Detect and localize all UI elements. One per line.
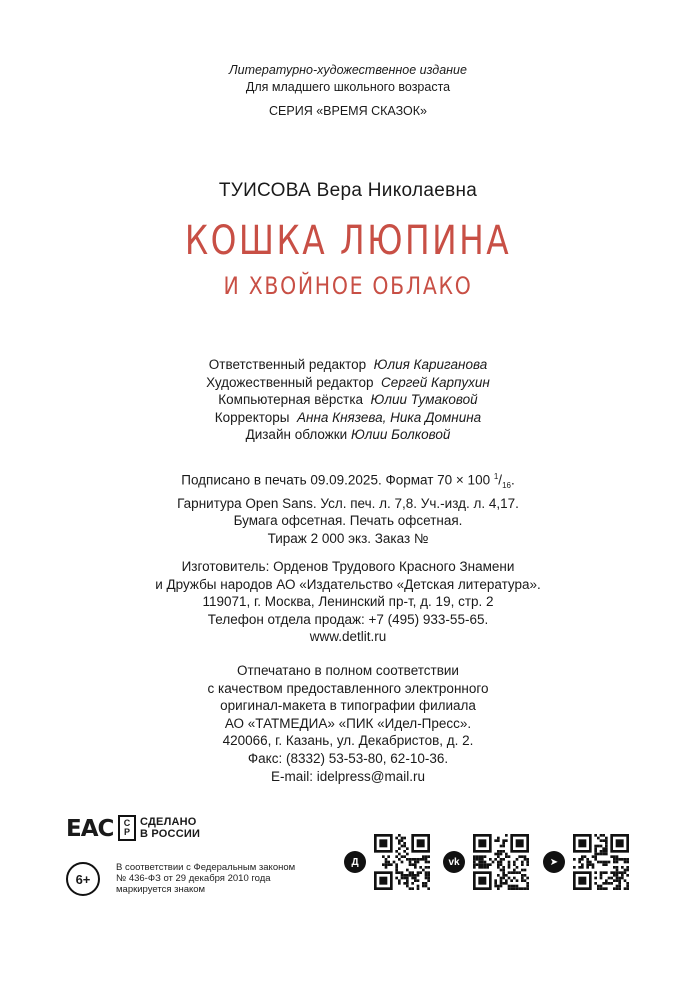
genre-line: Литературно-художественное издание xyxy=(229,63,467,77)
book-title-line2: И ХВОЙНОЕ ОБЛАКО xyxy=(223,272,473,300)
manufacturer-line: Изготовитель: Орденов Трудового Красного Знамени xyxy=(181,559,515,574)
audience-line: Для младшего школьного возраста xyxy=(245,80,451,94)
printer-line: оригинал-макета в типографии филиала xyxy=(220,698,476,714)
vk-icon: vk xyxy=(443,851,465,873)
made-in-russia-mark xyxy=(118,815,200,841)
credit-row: Художественный редактор Сергей Карпухин xyxy=(206,374,490,390)
eac-mark: EAC xyxy=(66,816,114,842)
manufacturer-line: 119071, г. Москва, Ленинский пр-т, д. 19, стр. 2 xyxy=(202,594,494,610)
credits-block xyxy=(0,356,696,444)
print-info-line: Тираж 2 000 экз. Заказ № xyxy=(267,530,429,546)
detlit-social[interactable] xyxy=(344,834,430,890)
qr-code[interactable] xyxy=(374,834,430,890)
made-in-russia-text: СДЕЛАНО В РОССИИ xyxy=(140,816,201,840)
print-info-line: Бумага офсетная. Печать офсетная. xyxy=(233,513,463,529)
email-link[interactable]: E-mail: idelpress@mail.ru xyxy=(271,768,425,784)
telegram-social[interactable] xyxy=(543,834,629,890)
series-line: СЕРИЯ «ВРЕМЯ СКАЗОК» xyxy=(269,104,427,118)
law-notice: В соответствии с Федеральным законом № 436-ФЗ от 29 декабря 2010 года маркируется знаком xyxy=(116,862,296,895)
book-title-line1: КОШКА ЛЮПИНА xyxy=(184,218,512,264)
printer-line: АО «ТАТМЕДИА» «ПИК «Идел-Пресс». xyxy=(224,715,472,731)
made-in-russia-box: С Р xyxy=(118,815,136,841)
qr-code[interactable] xyxy=(473,834,529,890)
author: ТУИСОВА Вера Николаевна xyxy=(218,180,478,201)
telegram-icon: ➤ xyxy=(543,851,565,873)
print-info-line: Подписано в печать 09.09.2025. Формат 70 × 100 $^1/_{16}$. xyxy=(181,472,515,491)
printer-line: с качеством предоставленного электронного xyxy=(207,680,489,696)
credit-row: Компьютерная вёрстка Юлии Тумаковой xyxy=(218,392,478,408)
print-info-line: Гарнитура Open Sans. Усл. печ. л. 7,8. Уч.-изд. л. 4,17. xyxy=(177,495,519,511)
vk-social[interactable] xyxy=(443,834,529,890)
website-link[interactable]: www.detlit.ru xyxy=(309,629,387,645)
age-rating-badge: 6+ xyxy=(66,862,100,896)
manufacturer-line: и Дружбы народов АО «Издательство «Детская литература». xyxy=(155,576,541,592)
credit-row: Ответственный редактор Юлия Кариганова xyxy=(208,357,488,372)
manufacturer-block xyxy=(0,558,696,646)
credit-row: Дизайн обложки Юлии Болковой xyxy=(245,427,451,443)
printer-block xyxy=(0,662,696,785)
qr-code[interactable] xyxy=(573,834,629,890)
printer-line: 420066, г. Казань, ул. Декабристов, д. 2. xyxy=(222,733,474,749)
credit-row: Корректоры Анна Князева, Ника Домнина xyxy=(214,409,482,425)
detlit-logo-icon: Д xyxy=(344,851,366,873)
manufacturer-line: Телефон отдела продаж: +7 (495) 933-55-65. xyxy=(207,611,489,627)
print-info-block xyxy=(0,468,696,548)
printer-line: Факс: (8332) 53-53-80, 62-10-36. xyxy=(247,750,449,766)
printer-line: Отпечатано в полном соответствии xyxy=(237,663,459,678)
